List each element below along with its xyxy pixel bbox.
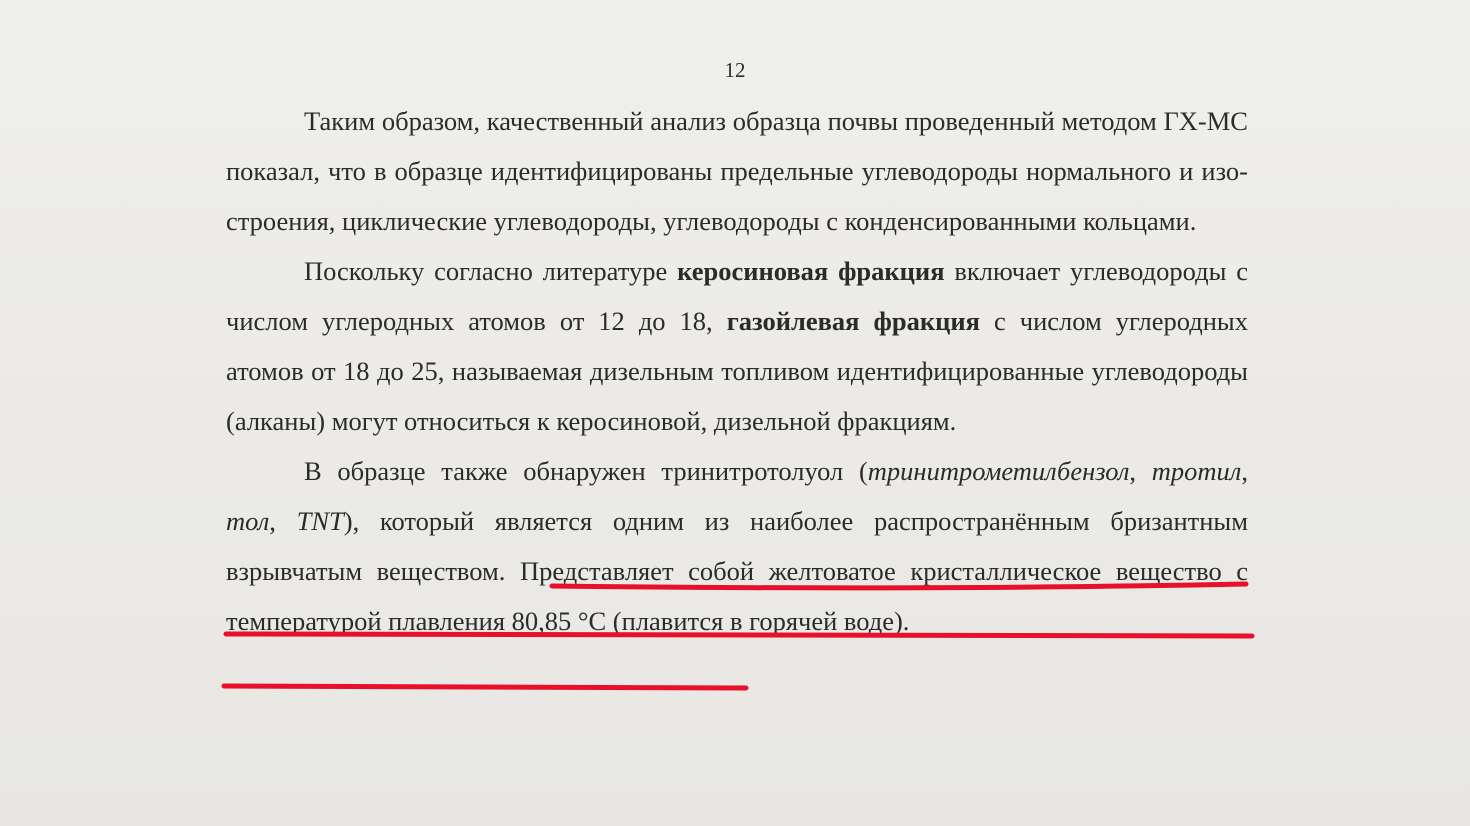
tnt-highlight-4: ,: [269, 506, 297, 536]
tnt-synonym-3: тол: [226, 506, 270, 536]
gasoil-fraction-term: газойлевая фракция: [726, 306, 980, 336]
paragraph-1-text: Таким образом, качественный анализ образца почвы проведенный методом ГХ-МС показал, что в образце идентифицированы предельные углеводороды нормального и изо- строения, циклические углеводороды, углеводороды с конденсированными кольцами.: [226, 106, 1248, 236]
tnt-synonym-1: тринитрометилбензол: [867, 456, 1130, 486]
tnt-highlight-3: ,: [1241, 456, 1248, 486]
paragraph-1: [226, 96, 1248, 246]
paragraph-2: [226, 246, 1248, 446]
paragraph-3: [226, 446, 1248, 646]
tnt-highlight-5: ), который является одним из наиболее распространённым бризантным взрывчатым веществом.: [226, 506, 1249, 586]
paragraph-3-text-1: В образце также: [304, 456, 524, 486]
tnt-synonym-4: TNT: [296, 506, 344, 536]
paragraph-2-text-1: Поскольку согласно литературе: [304, 256, 678, 286]
page-number: 12: [724, 58, 746, 82]
document-body: [226, 96, 1248, 646]
paragraph-2-text-2: включает углеводороды с числом углеродных атомов от 12 до 18,: [226, 256, 1248, 336]
red-underline-line-3: [224, 686, 746, 688]
tnt-highlight-1: обнаружен тринитротолуол (: [523, 456, 868, 486]
paragraph-2-text-3: с числом углеродных атомов от 18 до 25, называемая дизельным топливом идентифицированные углеводороды (алканы) могут относиться к керосиновой, дизельной фракциям.: [226, 306, 1248, 436]
tnt-synonym-2: тротил: [1151, 456, 1242, 486]
tnt-highlight-2: ,: [1129, 456, 1152, 486]
kerosene-fraction-term: керосиновая фракция: [677, 256, 945, 286]
paragraph-3-text-2: Представляет собой желтоватое кристаллическое вещество с температурой плавления 80,85 °С (плавится в горячей воде).: [226, 556, 1249, 636]
